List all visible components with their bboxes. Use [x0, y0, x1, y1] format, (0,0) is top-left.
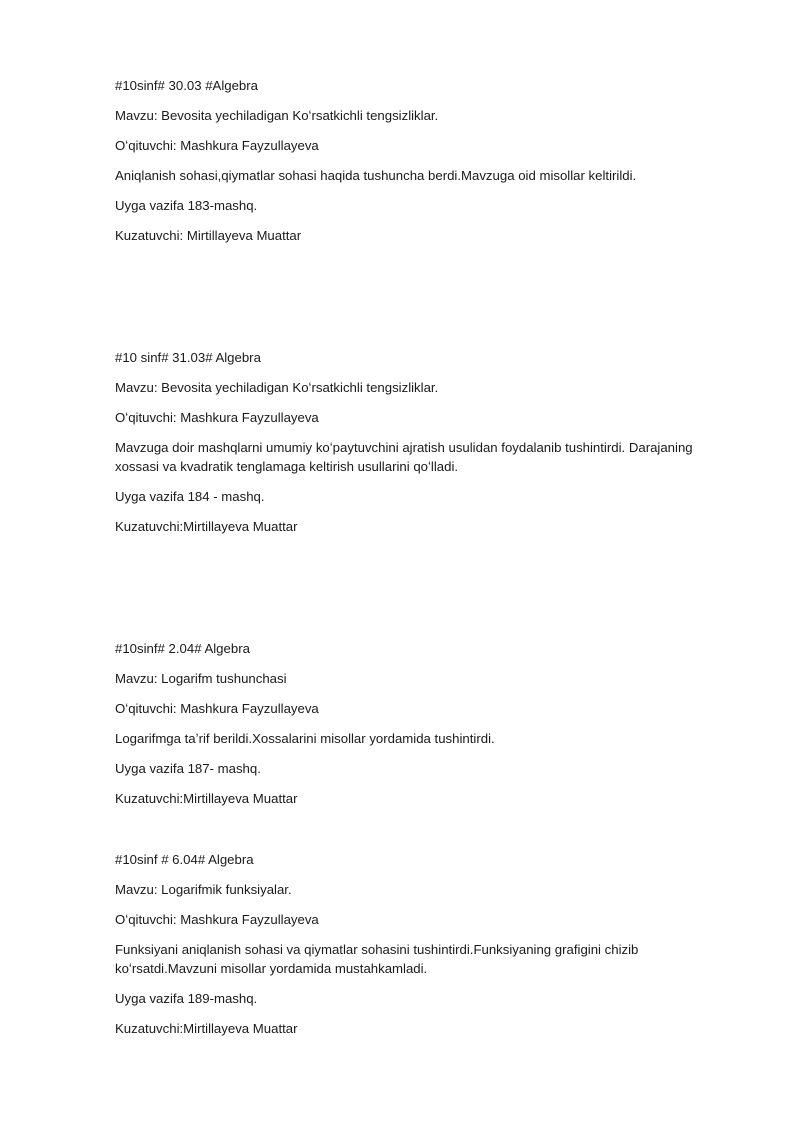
- entry-description: Logarifmga taʼrif berildi.Xossalarini misollar yordamida tushintirdi.: [115, 731, 495, 746]
- entry-homework: Uyga vazifa 184 - mashq.: [115, 489, 265, 504]
- entry-header: #10sinf# 30.03 #Algebra: [115, 78, 258, 93]
- entry-topic: Mavzu: Bevosita yechiladigan Koʻrsatkichli tengsizliklar.: [115, 108, 439, 123]
- entry-description: Mavzuga doir mashqlarni umumiy koʻpaytuvchini ajratish usulidan foydalanib tushintirdi. Darajaning xossasi va kvadratik tenglamaga keltirish usullarini qoʻlladi.: [115, 440, 693, 474]
- entry-homework: Uyga vazifa 189-mashq.: [115, 991, 258, 1006]
- entry-header: #10 sinf# 31.03# Algebra: [115, 350, 261, 365]
- entry-observer: Kuzatuvchi:Mirtillayeva Muattar: [115, 1021, 298, 1036]
- entry-description: Aniqlanish sohasi,qiymatlar sohasi haqida tushuncha berdi.Mavzuga oid misollar keltirildi.: [115, 168, 637, 183]
- entry-teacher: Oʻqituvchi: Mashkura Fayzullayeva: [115, 912, 319, 927]
- entry-header: #10sinf # 6.04# Algebra: [115, 852, 254, 867]
- entry-observer: Kuzatuvchi: Mirtillayeva Muattar: [115, 228, 302, 243]
- entry-topic: Mavzu: Bevosita yechiladigan Koʻrsatkichli tengsizliklar.: [115, 380, 439, 395]
- lesson-entry: [115, 639, 725, 808]
- entry-observer: Kuzatuvchi:Mirtillayeva Muattar: [115, 519, 298, 534]
- entry-observer: Kuzatuvchi:Mirtillayeva Muattar: [115, 791, 298, 806]
- lesson-entry: [115, 850, 725, 1038]
- entry-teacher: Oʻqituvchi: Mashkura Fayzullayeva: [115, 701, 319, 716]
- lesson-entry: [115, 348, 725, 536]
- entry-description: Funksiyani aniqlanish sohasi va qiymatlar sohasini tushintirdi.Funksiyaning grafigini chizib koʻrsatdi.Mavzuni misollar yordamida mustahkamladi.: [115, 942, 639, 976]
- entry-topic: Mavzu: Logarifm tushunchasi: [115, 671, 287, 686]
- entry-header: #10sinf# 2.04# Algebra: [115, 641, 250, 656]
- entry-homework: Uyga vazifa 183-mashq.: [115, 198, 258, 213]
- entry-topic: Mavzu: Logarifmik funksiyalar.: [115, 882, 292, 897]
- lesson-entry: [115, 76, 725, 245]
- entry-teacher: Oʻqituvchi: Mashkura Fayzullayeva: [115, 410, 319, 425]
- entry-homework: Uyga vazifa 187- mashq.: [115, 761, 261, 776]
- entry-teacher: Oʻqituvchi: Mashkura Fayzullayeva: [115, 138, 319, 153]
